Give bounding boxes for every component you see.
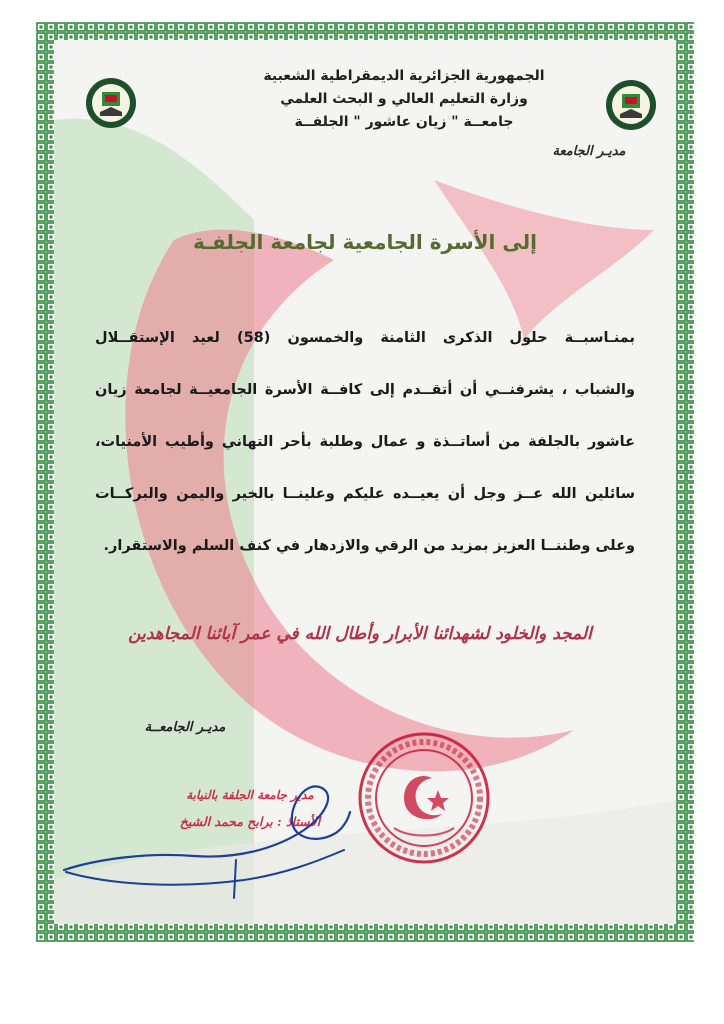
signatory-name: الأستاذ : برابح محمد الشيخ — [179, 814, 321, 829]
letter-sheet — [54, 40, 676, 924]
body-line-5: وعلى وطننــا العزيز بمزيد من الرقي والازدهار في كنف السلم والاستقرار. — [103, 538, 635, 554]
body-line-4: سائلين الله عــز وجل أن يعيــده عليكم وعلينــا بالخير واليمن والبركــات — [95, 486, 635, 502]
handwritten-signature — [54, 760, 374, 900]
body-line-2: والشباب ، يشرفنــي أن أتقــدم إلى كافــة الأسرة الجامعيــة لجامعة زيان — [95, 382, 635, 398]
signatory-title: مدير جامعة الجلفة بالنيابة — [186, 788, 314, 802]
closing-slogan: المجد والخلود لشهدائنا الأبرار وأطال الله في عمر آبائنا المجاهدين — [128, 624, 592, 644]
university-logo-right — [604, 78, 658, 132]
body-line-1: بمنـاسبــة حلول الذكرى الثامنة والخمسون (58) لعيد الإستقــلال — [95, 330, 635, 346]
signature-role: مديـر الجامعــة — [144, 720, 226, 735]
university-logo-left — [84, 76, 138, 130]
letter-title: إلى الأسرة الجامعية لجامعة الجلفـة — [193, 230, 537, 254]
header-line-3: جامعــة " زيان عاشور " الجلفــة — [294, 114, 514, 130]
header-line-2: وزارة التعليم العالي و البحث العلمي — [280, 91, 528, 107]
official-seal — [354, 728, 494, 868]
body-line-3: عاشور بالجلفة من أساتــذة و عمال وطلبة بأحر التهاني وأطيب الأمنيات، — [95, 434, 635, 450]
office-label: مديـر الجامعة — [552, 144, 626, 159]
header-line-1: الجمهورية الجزائرية الديمقراطية الشعبية — [263, 68, 545, 84]
